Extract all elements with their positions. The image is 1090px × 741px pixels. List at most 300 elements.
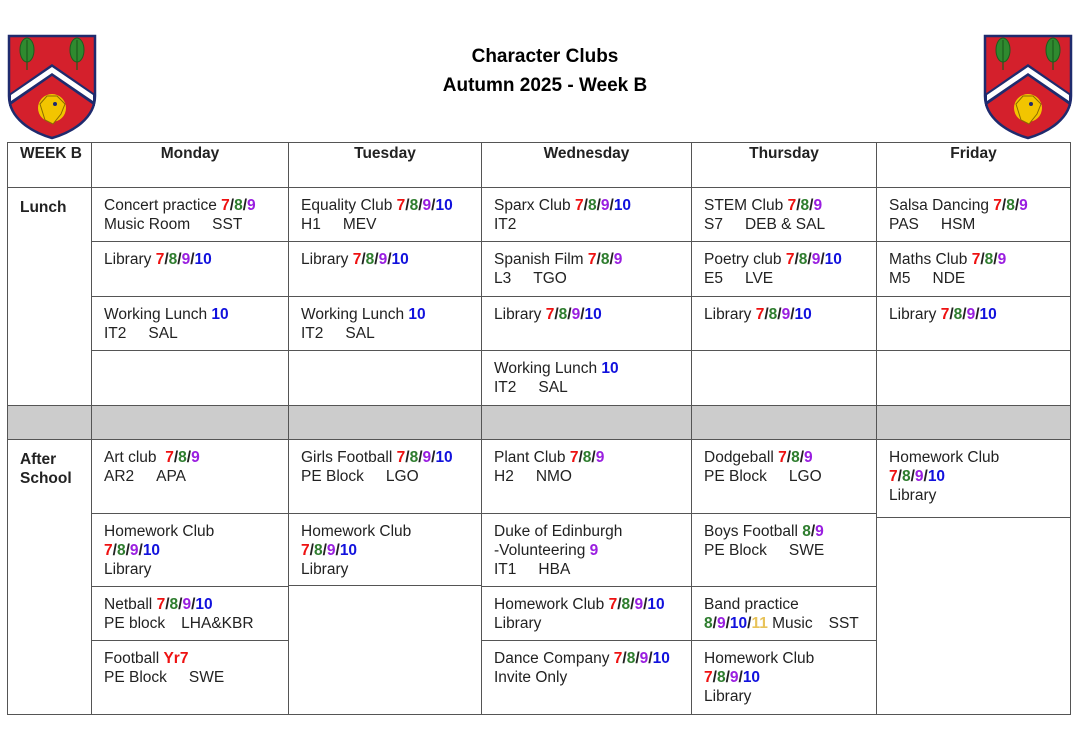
- lunch-row: [8, 351, 1071, 406]
- year-separator: /: [190, 251, 195, 268]
- cell-line: [889, 305, 1058, 324]
- year-group-7: 7: [587, 251, 597, 268]
- year-separator: /: [431, 449, 436, 466]
- club-cell: [877, 297, 1071, 351]
- cell-line: [494, 467, 679, 486]
- year-group-7: 7: [155, 251, 165, 268]
- divider-cell: [692, 406, 877, 440]
- cell-line: [704, 196, 864, 215]
- year-separator: /: [387, 251, 392, 268]
- year-group-8: 8: [313, 542, 323, 559]
- club-cell: [92, 297, 289, 351]
- section-label-lunch: Lunch: [8, 188, 92, 406]
- club-name: Homework Club: [104, 523, 215, 540]
- day-header-thursday: Thursday: [692, 143, 877, 188]
- year-separator: /: [309, 542, 314, 559]
- club-staff: LHA&KBR: [181, 615, 254, 632]
- club-cell: [877, 188, 1071, 242]
- cell-line: [704, 595, 864, 614]
- club-location: PE Block: [301, 468, 364, 485]
- cell-line: [704, 215, 864, 234]
- club-cell: [482, 587, 692, 641]
- club-location: PE Block: [704, 542, 767, 559]
- cell-line: [889, 467, 1058, 486]
- club-name: Library: [494, 306, 542, 323]
- club-cell: [92, 514, 289, 587]
- year-group-8: 8: [704, 615, 713, 632]
- year-separator: /: [583, 197, 588, 214]
- year-separator: /: [1014, 197, 1020, 214]
- club-staff: NDE: [932, 270, 966, 287]
- year-group-7: 7: [940, 306, 950, 323]
- year-separator: /: [622, 650, 627, 667]
- club-name: Homework Club: [889, 449, 1000, 466]
- year-group-7: 7: [221, 197, 230, 214]
- club-cell: [289, 242, 482, 297]
- club-name: Library: [104, 251, 152, 268]
- cell-line: [104, 649, 276, 668]
- club-cell: [692, 188, 877, 242]
- year-group-9: 9: [811, 251, 821, 268]
- year-separator: /: [322, 542, 327, 559]
- club-name: Salsa Dancing: [889, 197, 989, 214]
- club-location: Library: [704, 688, 752, 705]
- club-cell: [692, 440, 877, 514]
- cell-line: [494, 269, 679, 288]
- club-name: Concert practice: [104, 197, 217, 214]
- club-staff: MEV: [342, 216, 377, 233]
- cell-line: [494, 448, 679, 467]
- year-separator: /: [418, 197, 423, 214]
- year-group-9: 9: [571, 306, 581, 323]
- day-header-friday: Friday: [877, 143, 1071, 188]
- club-name: Girls Football: [301, 449, 393, 466]
- cell-line: [704, 649, 864, 668]
- year-group-7: 7: [545, 306, 555, 323]
- club-location: IT2: [104, 325, 127, 342]
- year-group-8: 8: [178, 449, 187, 466]
- year-separator: /: [177, 251, 182, 268]
- year-group-8: 8: [587, 197, 597, 214]
- club-name: Equality Club: [301, 197, 393, 214]
- year-group-9: 9: [422, 197, 432, 214]
- club-cell: [482, 514, 692, 587]
- year-group-10: 10: [339, 542, 358, 559]
- club-location: E5: [704, 270, 723, 287]
- year-group-10: 10: [979, 306, 997, 323]
- year-group-9: 9: [182, 596, 192, 613]
- empty-cell: [692, 351, 877, 406]
- year-group-8: 8: [953, 306, 963, 323]
- year-separator: /: [125, 542, 130, 559]
- club-location: AR2: [104, 468, 135, 485]
- year-group-7: 7: [993, 197, 1002, 214]
- year-group-10: 10: [194, 251, 212, 268]
- year-group-8: 8: [600, 251, 610, 268]
- cell-line: [704, 541, 864, 560]
- year-group-10: 10: [613, 197, 632, 214]
- year-group-8: 8: [116, 542, 126, 559]
- year-separator: /: [790, 306, 795, 323]
- club-location: Library: [889, 487, 937, 504]
- year-group-9: 9: [781, 306, 791, 323]
- divider-cell: [482, 406, 692, 440]
- club-cell: [482, 440, 692, 514]
- cell-line: [494, 250, 679, 269]
- lunch-row: [8, 297, 1071, 351]
- club-cell: [482, 641, 692, 715]
- club-location: Invite Only: [494, 669, 568, 686]
- year-group-9: 9: [966, 306, 976, 323]
- lunch-row: [8, 188, 1071, 242]
- year-group-7: 7: [104, 542, 113, 559]
- year-group-8: 8: [626, 650, 636, 667]
- year-group-10: 10: [391, 251, 409, 268]
- year-separator: /: [186, 449, 192, 466]
- year-group-8: 8: [409, 197, 419, 214]
- club-staff: APA: [156, 468, 187, 485]
- club-location: PE block: [104, 615, 166, 632]
- club-name: Spanish Film: [494, 251, 584, 268]
- cell-line: [704, 250, 864, 269]
- year-group-7: 7: [613, 650, 623, 667]
- cell-line: [104, 560, 276, 579]
- club-cell: [877, 242, 1071, 297]
- cell-line: [704, 269, 864, 288]
- club-name: Plant Club: [494, 449, 566, 466]
- club-name: Poetry club: [704, 251, 782, 268]
- year-group-9: 9: [639, 650, 649, 667]
- club-name: Boys Football: [704, 523, 798, 540]
- year-separator: /: [777, 306, 782, 323]
- cell-line: [301, 215, 469, 234]
- page-title: Character Clubs: [471, 46, 619, 67]
- year-group-7: 7: [575, 197, 584, 214]
- year-separator: /: [799, 449, 804, 466]
- cell-line: [704, 522, 864, 541]
- year-group-7: 7: [165, 449, 174, 466]
- club-cell: [289, 514, 482, 715]
- year-group-9: 9: [716, 615, 726, 632]
- year-separator: /: [738, 669, 743, 686]
- club-cell: [692, 587, 877, 641]
- page-subtitle: Autumn 2025 - Week B: [442, 75, 648, 96]
- year-group-8: 8: [621, 596, 631, 613]
- cell-line: [494, 649, 679, 668]
- year-group-10: 10: [729, 615, 748, 632]
- cell-line: [889, 196, 1058, 215]
- club-name: Working Lunch: [494, 360, 598, 377]
- club-staff: LGO: [385, 468, 419, 485]
- year-separator: /: [725, 615, 730, 632]
- club-location: PE Block: [104, 669, 167, 686]
- year-group-10: 10: [794, 306, 812, 323]
- club-name: Library: [301, 251, 349, 268]
- club-location: PAS: [889, 216, 919, 233]
- club-location: S7: [704, 216, 723, 233]
- club-name: Netball: [104, 596, 153, 613]
- cell-line: [301, 305, 469, 324]
- year-separator: /: [786, 449, 792, 466]
- year-separator: /: [949, 306, 954, 323]
- year-separator: /: [617, 596, 622, 613]
- year-separator: /: [643, 596, 648, 613]
- year-group-10: 10: [647, 596, 665, 613]
- club-cell: [92, 188, 289, 242]
- year-group-10: 10: [435, 449, 453, 466]
- year-separator: /: [335, 542, 340, 559]
- year-group-9: 9: [813, 197, 823, 214]
- year-separator: /: [747, 615, 752, 632]
- club-name: Band practice: [704, 596, 799, 613]
- club-name: Football: [104, 650, 160, 667]
- year-group-9: 9: [191, 449, 200, 466]
- year-group-9: 9: [997, 251, 1007, 268]
- cell-line: [301, 196, 469, 215]
- year-group-9: 9: [600, 197, 610, 214]
- club-staff: SST: [212, 216, 243, 233]
- year-separator: /: [630, 596, 635, 613]
- club-name: Library: [889, 306, 937, 323]
- year-separator: /: [591, 449, 596, 466]
- year-separator: /: [112, 542, 117, 559]
- club-location: Library: [494, 615, 542, 632]
- year-separator: /: [418, 449, 423, 466]
- cell-line: [301, 467, 469, 486]
- cell-line: [889, 448, 1058, 467]
- year-group-10: 10: [142, 542, 161, 559]
- year-group-8: 8: [768, 306, 778, 323]
- club-cell: [289, 297, 482, 351]
- empty-cell: [92, 351, 289, 406]
- day-header-wednesday: Wednesday: [482, 143, 692, 188]
- year-separator: /: [993, 251, 998, 268]
- cell-line: [104, 614, 276, 633]
- year-separator: /: [361, 251, 366, 268]
- club-staff: SAL: [538, 379, 568, 396]
- year-separator: /: [712, 669, 717, 686]
- year-group-7: 7: [156, 596, 166, 613]
- club-cell: [877, 440, 1071, 715]
- year-group-9: 9: [1019, 197, 1028, 214]
- cell-line: [104, 196, 276, 215]
- club-name-cont: -Volunteering: [494, 542, 586, 559]
- cell-line: [104, 250, 276, 269]
- year-separator: /: [178, 596, 183, 613]
- cell-line: [494, 668, 679, 687]
- club-name: Working Lunch: [104, 306, 208, 323]
- year-separator: /: [725, 669, 730, 686]
- year-group-7: 7: [608, 596, 618, 613]
- cell-line: [104, 215, 276, 234]
- divider-cell: [289, 406, 482, 440]
- year-group-7: 7: [569, 449, 579, 466]
- cell-line: [301, 448, 469, 467]
- club-staff: SST: [828, 615, 859, 632]
- year-group-8: 8: [798, 251, 808, 268]
- club-location: IT2: [494, 379, 517, 396]
- club-staff: SWE: [788, 542, 825, 559]
- year-group-8: 8: [1006, 197, 1015, 214]
- club-name: Working Lunch: [301, 306, 405, 323]
- club-name: Duke of Edinburgh: [494, 523, 623, 540]
- year-group-7: 7: [704, 669, 713, 686]
- year-separator: /: [578, 449, 583, 466]
- year-separator: /: [229, 197, 235, 214]
- club-cell: [692, 514, 877, 587]
- cell-line: [104, 305, 276, 324]
- club-staff: SAL: [345, 325, 375, 342]
- year-group-9: 9: [422, 449, 432, 466]
- club-name: STEM Club: [704, 197, 784, 214]
- divider-cell: [92, 406, 289, 440]
- cell-line: [301, 522, 469, 541]
- club-staff: NMO: [535, 468, 572, 485]
- club-cell: [482, 351, 692, 406]
- cell-line: [494, 522, 679, 541]
- year-group-9: 9: [595, 449, 605, 466]
- club-location: Music: [772, 615, 813, 632]
- club-cell: [692, 242, 877, 297]
- cell-line: [301, 560, 469, 579]
- year-group-10: 10: [742, 669, 761, 686]
- year-separator: /: [580, 306, 585, 323]
- year-separator: /: [764, 306, 769, 323]
- club-cell: [482, 297, 692, 351]
- year-group-9: 9: [247, 197, 256, 214]
- club-name: Sparx Club: [494, 197, 571, 214]
- year-group-7: 7: [778, 449, 787, 466]
- year-separator: /: [794, 251, 799, 268]
- year-group-8: 8: [234, 197, 243, 214]
- year-group-8: 8: [901, 468, 911, 485]
- cell-line: [494, 595, 679, 614]
- year-separator: /: [609, 197, 614, 214]
- year-group-10: 10: [195, 596, 213, 613]
- club-staff: LGO: [788, 468, 822, 485]
- cell-line: [494, 215, 679, 234]
- cell-line: [889, 486, 1058, 505]
- year-separator: /: [1001, 197, 1007, 214]
- year-separator: /: [609, 251, 614, 268]
- year-separator: /: [596, 197, 601, 214]
- year-group-9: 9: [326, 542, 336, 559]
- year-group-8: 8: [984, 251, 994, 268]
- cell-line: [704, 668, 864, 687]
- year-group-8: 8: [558, 306, 568, 323]
- cell-line: [704, 448, 864, 467]
- cell-line: [494, 541, 679, 560]
- year-group-7: 7: [396, 197, 406, 214]
- club-cell: [289, 188, 482, 242]
- year-group-10: 10: [211, 306, 229, 323]
- cell-line: [301, 541, 469, 560]
- cell-line: [104, 541, 276, 560]
- year-separator: /: [165, 596, 170, 613]
- club-cell: [92, 242, 289, 297]
- year-separator: /: [596, 251, 601, 268]
- year-separator: /: [635, 650, 640, 667]
- club-cell: [482, 242, 692, 297]
- timetable: [7, 142, 1071, 715]
- year-separator: /: [648, 650, 653, 667]
- year-group-10: 10: [824, 251, 842, 268]
- year-group-10: 10: [435, 197, 453, 214]
- empty-cell: [289, 351, 482, 406]
- cell-line: [704, 467, 864, 486]
- cell-line: [494, 378, 679, 397]
- year-group-8: 8: [802, 523, 811, 540]
- club-name: Art club: [104, 449, 157, 466]
- club-staff: SWE: [188, 669, 225, 686]
- year-separator: /: [374, 251, 379, 268]
- year-group-9: 9: [613, 251, 623, 268]
- cell-line: [494, 305, 679, 324]
- cell-line: [494, 196, 679, 215]
- cell-line: [104, 668, 276, 687]
- club-staff: SAL: [148, 325, 178, 342]
- cell-line: [104, 324, 276, 343]
- club-location: H2: [494, 468, 514, 485]
- club-location: Music Room: [104, 216, 191, 233]
- year-group-8: 8: [168, 251, 178, 268]
- year-group-8: 8: [365, 251, 375, 268]
- year-separator: /: [796, 197, 801, 214]
- year-group-7: 7: [889, 468, 898, 485]
- cell-line: [889, 250, 1058, 269]
- year-separator: /: [962, 306, 967, 323]
- year-separator: /: [173, 449, 179, 466]
- club-location: IT2: [494, 216, 517, 233]
- year-separator: /: [807, 251, 812, 268]
- year-group-7: 7: [301, 542, 310, 559]
- club-staff: HBA: [538, 561, 571, 578]
- year-separator: /: [712, 615, 717, 632]
- year-group-8: 8: [409, 449, 419, 466]
- year-separator: /: [431, 197, 436, 214]
- year-group-9: 9: [181, 251, 191, 268]
- club-name: Maths Club: [889, 251, 968, 268]
- club-cell: [92, 440, 289, 514]
- club-cell: [692, 641, 877, 715]
- year-group-11: 11: [751, 615, 768, 632]
- cell-line: [301, 324, 469, 343]
- year-group-8: 8: [800, 197, 810, 214]
- cell-line: [301, 250, 469, 269]
- year-group-10: 10: [408, 306, 426, 323]
- year-separator: /: [809, 197, 814, 214]
- year-group-9: 9: [914, 468, 924, 485]
- year-group-9: 9: [589, 542, 599, 559]
- year-group-7: 7: [785, 251, 795, 268]
- year-separator: /: [980, 251, 985, 268]
- year-separator: /: [138, 542, 143, 559]
- year-separator: /: [405, 197, 410, 214]
- year-group-10: 10: [601, 360, 619, 377]
- year-separator: /: [923, 468, 928, 485]
- divider-cell: [8, 406, 92, 440]
- year-group-8: 8: [716, 669, 726, 686]
- header-row: [8, 143, 1071, 188]
- year-group-8: 8: [791, 449, 800, 466]
- year-group-9: 9: [729, 669, 739, 686]
- lunch-row: [8, 242, 1071, 297]
- club-location: H1: [301, 216, 321, 233]
- club-staff: TGO: [533, 270, 567, 287]
- cell-line: [104, 595, 276, 614]
- day-header-tuesday: Tuesday: [289, 143, 482, 188]
- cell-line: [104, 448, 276, 467]
